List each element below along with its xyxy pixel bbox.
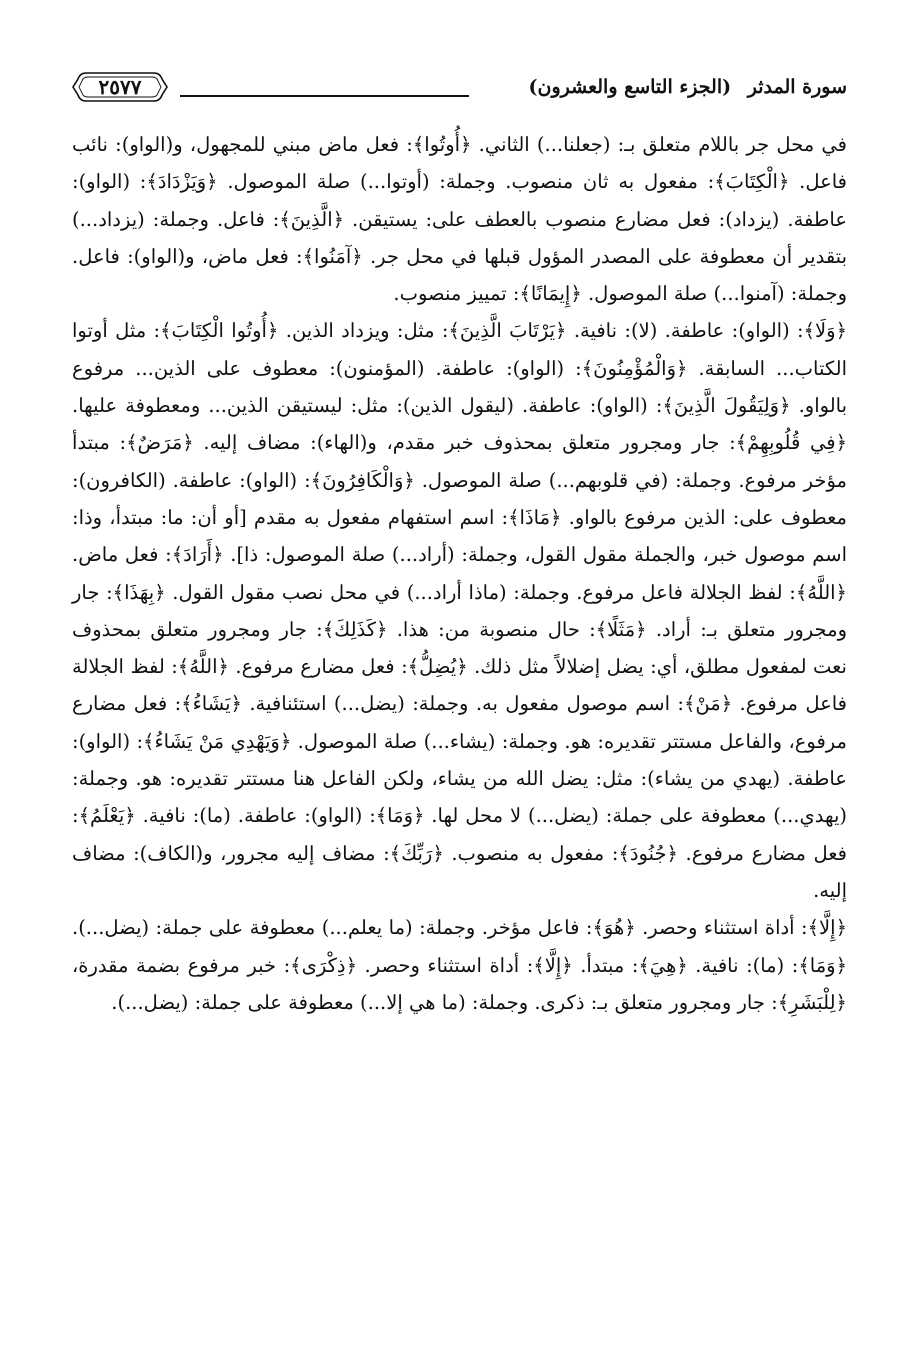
page-number: ٢٥٧٧ <box>98 75 142 99</box>
surah-name: سورة المدثر <box>747 76 847 98</box>
book-page <box>72 70 847 1021</box>
running-title <box>529 76 847 98</box>
header-rule <box>180 95 469 97</box>
page-header <box>72 70 847 110</box>
paragraph-1: في محل جر باللام متعلق بـ: (جعلنا...) الثاني. ﴿أُوتُوا﴾: فعل ماض مبني للمجهول، و(الواو): نائب فاعل. ﴿الْكِتَابَ﴾: مفعول به ثان منصوب. وجملة: (أوتوا...) صلة الموصول. ﴿وَيَزْدَادَ﴾: (الواو): عاطفة. (يزداد): فعل مضارع منصوب بالعطف على: يستيقن. ﴿الَّذِينَ﴾: فاعل. وجملة: (يزداد...) بتقدير أن معطوفة على المصدر المؤول قبلها في محل جر. ﴿آمَنُوا﴾: فعل ماض، و(الواو): فاعل. وجملة: (آمنوا...) صلة الموصول. ﴿إِيمَانًا﴾: تمييز منصوب. <box>72 133 847 306</box>
paragraph-3: ﴿إِلَّا﴾: أداة استثناء وحصر. ﴿هُوَ﴾: فاعل مؤخر. وجملة: (ما يعلم...) معطوفة على جملة: (يضل...). ﴿وَمَا﴾: (ما): نافية. ﴿هِيَ﴾: مبتدأ. ﴿إِلَّا﴾: أداة استثناء وحصر. ﴿ذِكْرَى﴾: خبر مرفوع بضمة مقدرة، ﴿لِلْبَشَرِ﴾: جار ومجرور متعلق بـ: ذكرى. وجملة: (ما هي إلا...) معطوفة على جملة: (يضل...). <box>72 916 847 1014</box>
page-number-frame <box>72 70 168 104</box>
paragraph-2: ﴿وَلَا﴾: (الواو): عاطفة. (لا): نافية. ﴿يَرْتَابَ الَّذِينَ﴾: مثل: ويزداد الذين. ﴿أُوتُوا الْكِتَابَ﴾: مثل أوتوا الكتاب... السابقة. ﴿وَالْمُؤْمِنُونَ﴾: (الواو): عاطفة. (المؤمنون): معطوف على الذين... مرفوع بالواو. ﴿وَلِيَقُولَ الَّذِينَ﴾: (الواو): عاطفة. (ليقول الذين): مثل: ليستيقن الذين... ومعطوفة عليها. ﴿فِي قُلُوبِهِمْ﴾: جار ومجرور متعلق بمحذوف خبر مقدم، و(الهاء): مضاف إليه. ﴿مَرَضٌ﴾: مبتدأ مؤخر مرفوع. وجملة: (في قلوبهم...) صلة الموصول. ﴿وَالْكَافِرُونَ﴾: (الواو): عاطفة. (الكافرون): معطوف على: الذين مرفوع بالواو. ﴿مَاذَا﴾: اسم استفهام مفعول به مقدم [أو أن: ما: مبتدأ، وذا: اسم موصول خبر، والجملة مقول القول، وجملة: (أراد...) صلة الموصول: ذا]. ﴿أَرَادَ﴾: فعل ماض. ﴿اللَّهُ﴾: لفظ الجلالة فاعل مرفوع. وجملة: (ماذا أراد...) في محل نصب مقول القول. ﴿بِهَذَا﴾: جار ومجرور متعلق بـ: أراد. ﴿مَثَلًا﴾: حال منصوبة من: هذا. ﴿كَذَلِكَ﴾: جار ومجرور متعلق بمحذوف نعت لمفعول مطلق، أي: يضل إضلالاً مثل ذلك. ﴿يُضِلُّ﴾: فعل مضارع مرفوع. ﴿اللَّهُ﴾: لفظ الجلالة فاعل مرفوع. ﴿مَنْ﴾: اسم موصول مفعول به. وجملة: (يضل...) استئنافية. ﴿يَشَاءُ﴾: فعل مضارع مرفوع، والفاعل مستتر تقديره: هو. وجملة: (يشاء...) صلة الموصول. ﴿وَيَهْدِي مَنْ يَشَاءُ﴾: (الواو): عاطفة. (يهدي من يشاء): مثل: يضل الله من يشاء، ولكن الفاعل هنا مستتر تقديره: هو. وجملة: (يهدي...) معطوفة على جملة: (يضل...) لا محل لها. ﴿وَمَا﴾: (الواو): عاطفة. (ما): نافية. ﴿يَعْلَمُ﴾: فعل مضارع مرفوع. ﴿جُنُودَ﴾: مفعول به منصوب. ﴿رَبِّكَ﴾: مضاف إليه مجرور، و(الكاف): مضاف إليه. <box>72 319 847 902</box>
part-label: (الجزء التاسع والعشرون) <box>528 76 732 98</box>
page-body <box>72 126 847 1021</box>
